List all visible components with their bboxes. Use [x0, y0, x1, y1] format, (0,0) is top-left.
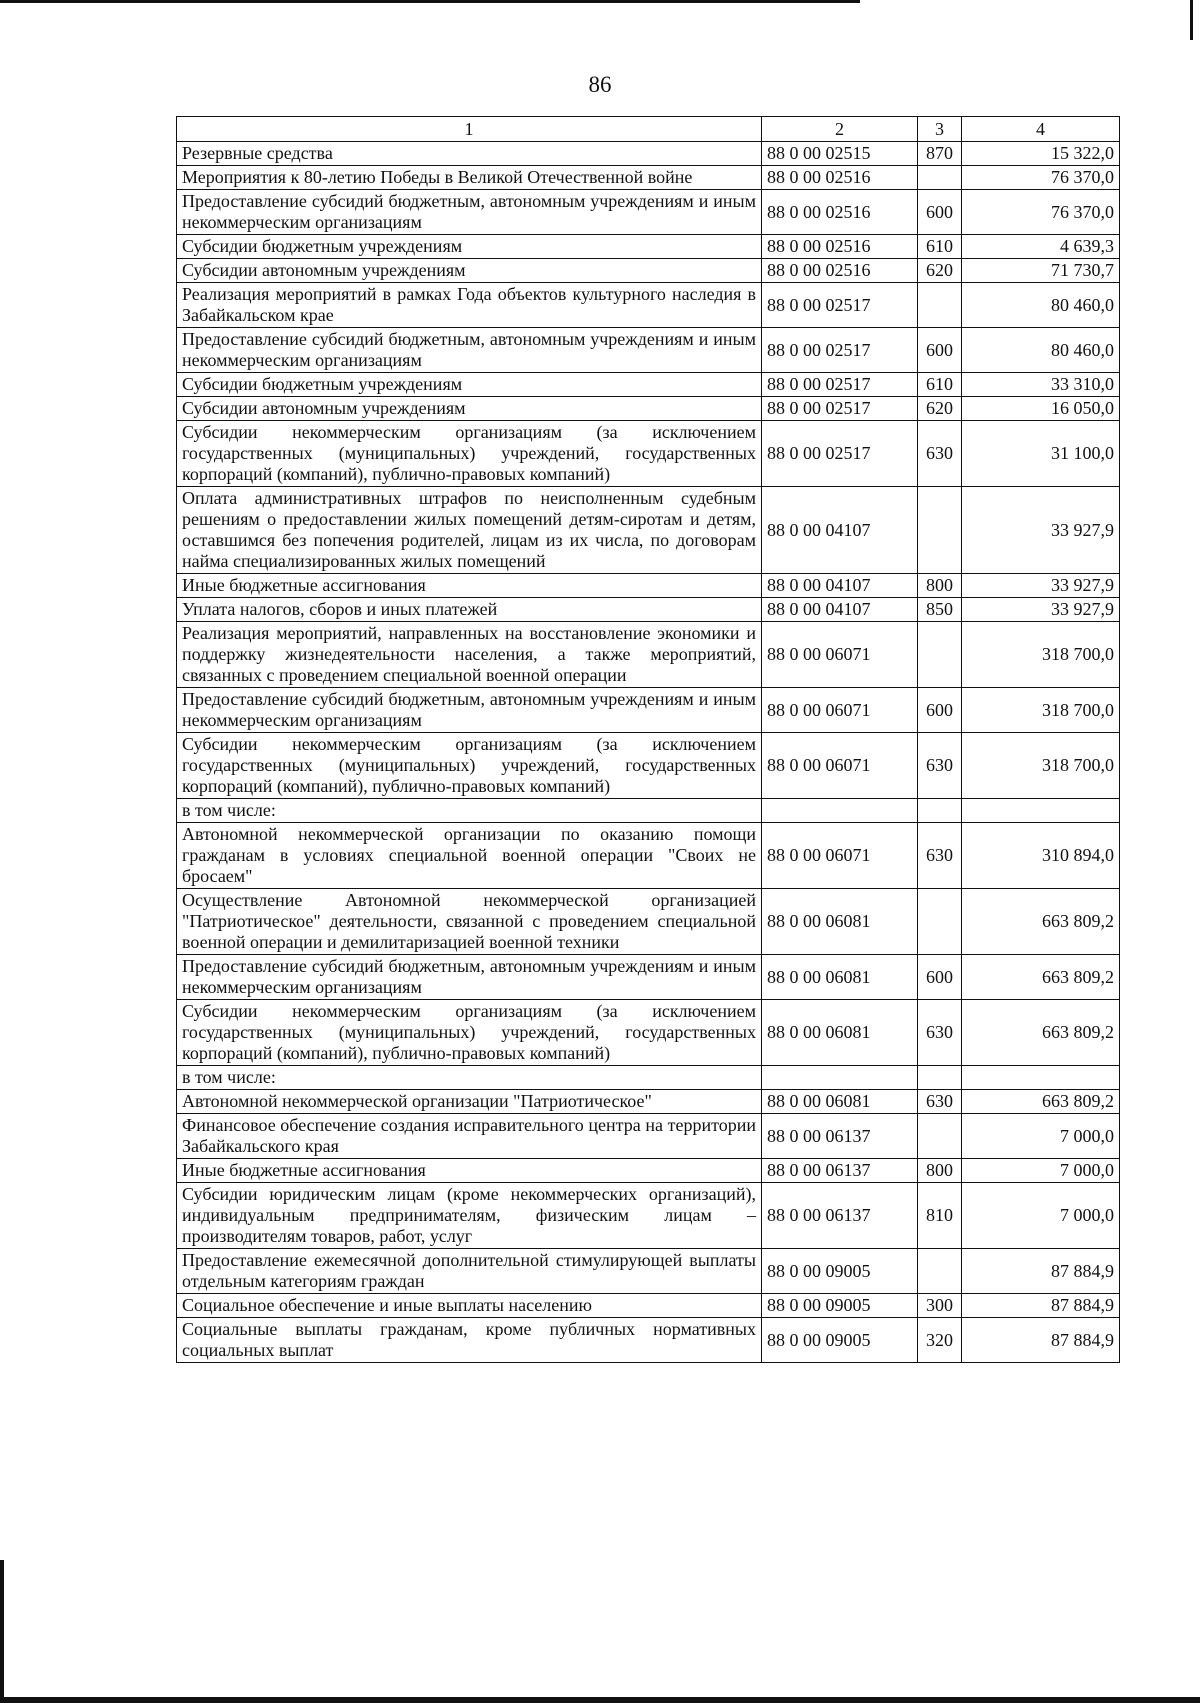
expense-name-cell: Субсидии некоммерческим организациям (за исключением государственных (муниципальных) учреждений, государственных корпораций (компаний), публично-правовых компаний) — [177, 1000, 762, 1066]
target-item-code-cell: 88 0 00 04107 — [762, 598, 918, 622]
target-item-code-cell: 88 0 00 06081 — [762, 1090, 918, 1114]
expense-name-cell: Иные бюджетные ассигнования — [177, 1159, 762, 1183]
table-row — [177, 259, 1120, 283]
target-item-code-cell — [762, 799, 918, 823]
target-item-code-cell: 88 0 00 06137 — [762, 1159, 918, 1183]
expense-name-cell: Осуществление Автономной некоммерческой организацией "Патриотическое" деятельности, связанной с проведением специальной военной операции и демилитаризацией военной техники — [177, 889, 762, 955]
expense-type-cell — [918, 889, 962, 955]
amount-cell: 76 370,0 — [962, 166, 1120, 190]
table-row — [177, 328, 1120, 373]
expense-name-cell: Субсидии автономным учреждениям — [177, 397, 762, 421]
amount-cell: 4 639,3 — [962, 235, 1120, 259]
expense-type-cell: 630 — [918, 733, 962, 799]
expense-type-cell: 620 — [918, 397, 962, 421]
amount-cell: 87 884,9 — [962, 1294, 1120, 1318]
table-row — [177, 166, 1120, 190]
expense-type-cell: 610 — [918, 373, 962, 397]
table-row — [177, 397, 1120, 421]
column-header: 2 — [762, 117, 918, 142]
table-row — [177, 1318, 1120, 1363]
column-header: 3 — [918, 117, 962, 142]
expense-name-cell: Иные бюджетные ассигнования — [177, 574, 762, 598]
expense-type-cell: 630 — [918, 1090, 962, 1114]
expense-name-cell: Предоставление субсидий бюджетным, автономным учреждениям и иным некоммерческим организациям — [177, 190, 762, 235]
target-item-code-cell: 88 0 00 02517 — [762, 328, 918, 373]
amount-cell — [962, 1066, 1120, 1090]
target-item-code-cell: 88 0 00 02517 — [762, 397, 918, 421]
amount-cell: 33 927,9 — [962, 574, 1120, 598]
amount-cell: 33 927,9 — [962, 487, 1120, 574]
expense-name-cell: Субсидии автономным учреждениям — [177, 259, 762, 283]
target-item-code-cell: 88 0 00 09005 — [762, 1294, 918, 1318]
expense-type-cell: 810 — [918, 1183, 962, 1249]
expense-name-cell: Реализация мероприятий в рамках Года объектов культурного наследия в Забайкальском крае — [177, 283, 762, 328]
table-row — [177, 823, 1120, 889]
amount-cell: 318 700,0 — [962, 733, 1120, 799]
expense-name-cell: Предоставление ежемесячной дополнительной стимулирующей выплаты отдельным категориям граждан — [177, 1249, 762, 1294]
amount-cell: 663 809,2 — [962, 889, 1120, 955]
amount-cell: 7 000,0 — [962, 1114, 1120, 1159]
column-header: 4 — [962, 117, 1120, 142]
amount-cell: 87 884,9 — [962, 1249, 1120, 1294]
amount-cell: 7 000,0 — [962, 1159, 1120, 1183]
expense-type-cell: 620 — [918, 259, 962, 283]
table-row — [177, 487, 1120, 574]
expense-type-cell: 870 — [918, 142, 962, 166]
expense-type-cell — [918, 283, 962, 328]
target-item-code-cell: 88 0 00 06071 — [762, 823, 918, 889]
table-row — [177, 142, 1120, 166]
expense-name-cell: Субсидии некоммерческим организациям (за исключением государственных (муниципальных) учреждений, государственных корпораций (компаний), публично-правовых компаний) — [177, 733, 762, 799]
table-row — [177, 1090, 1120, 1114]
expense-type-cell — [918, 1249, 962, 1294]
table-body — [177, 142, 1120, 1363]
expense-type-cell — [918, 622, 962, 688]
scan-edge-right — [1190, 0, 1193, 40]
expense-type-cell: 800 — [918, 1159, 962, 1183]
amount-cell: 76 370,0 — [962, 190, 1120, 235]
expense-name-cell: Субсидии бюджетным учреждениям — [177, 235, 762, 259]
expense-type-cell: 800 — [918, 574, 962, 598]
page-number: 86 — [588, 72, 612, 97]
amount-cell: 310 894,0 — [962, 823, 1120, 889]
table-header-row — [177, 117, 1120, 142]
expense-type-cell: 610 — [918, 235, 962, 259]
expense-type-cell: 850 — [918, 598, 962, 622]
table-row — [177, 1114, 1120, 1159]
table-row — [177, 955, 1120, 1000]
expense-name-cell: Предоставление субсидий бюджетным, автономным учреждениям и иным некоммерческим организациям — [177, 328, 762, 373]
target-item-code-cell: 88 0 00 02517 — [762, 421, 918, 487]
expense-name-cell: Автономной некоммерческой организации по оказанию помощи гражданам в условиях специальной военной операции "Своих не бросаем" — [177, 823, 762, 889]
expense-name-cell: Резервные средства — [177, 142, 762, 166]
table-row — [177, 1249, 1120, 1294]
expense-type-cell: 630 — [918, 823, 962, 889]
amount-cell: 15 322,0 — [962, 142, 1120, 166]
amount-cell: 16 050,0 — [962, 397, 1120, 421]
target-item-code-cell: 88 0 00 02517 — [762, 283, 918, 328]
expense-type-cell — [918, 1114, 962, 1159]
amount-cell: 663 809,2 — [962, 1090, 1120, 1114]
expense-type-cell: 630 — [918, 421, 962, 487]
target-item-code-cell: 88 0 00 06081 — [762, 1000, 918, 1066]
expense-name-cell: Мероприятия к 80-летию Победы в Великой Отечественной войне — [177, 166, 762, 190]
table-row — [177, 574, 1120, 598]
expense-name-cell: Предоставление субсидий бюджетным, автономным учреждениям и иным некоммерческим организациям — [177, 955, 762, 1000]
amount-cell: 80 460,0 — [962, 283, 1120, 328]
table-row — [177, 235, 1120, 259]
target-item-code-cell: 88 0 00 06081 — [762, 889, 918, 955]
expense-type-cell: 600 — [918, 190, 962, 235]
table-row — [177, 1183, 1120, 1249]
expense-type-cell — [918, 799, 962, 823]
column-header: 1 — [177, 117, 762, 142]
table-row — [177, 733, 1120, 799]
expense-type-cell — [918, 1066, 962, 1090]
expense-type-cell: 600 — [918, 328, 962, 373]
expense-type-cell: 600 — [918, 688, 962, 733]
table-row — [177, 190, 1120, 235]
expense-name-cell: Уплата налогов, сборов и иных платежей — [177, 598, 762, 622]
table-row — [177, 598, 1120, 622]
target-item-code-cell: 88 0 00 06137 — [762, 1183, 918, 1249]
table-row — [177, 373, 1120, 397]
target-item-code-cell: 88 0 00 06071 — [762, 688, 918, 733]
expense-name-cell: в том числе: — [177, 1066, 762, 1090]
target-item-code-cell: 88 0 00 02515 — [762, 142, 918, 166]
table-row — [177, 688, 1120, 733]
expense-name-cell: Предоставление субсидий бюджетным, автономным учреждениям и иным некоммерческим организациям — [177, 688, 762, 733]
expense-type-cell: 600 — [918, 955, 962, 1000]
amount-cell: 33 927,9 — [962, 598, 1120, 622]
amount-cell: 7 000,0 — [962, 1183, 1120, 1249]
target-item-code-cell: 88 0 00 02516 — [762, 166, 918, 190]
target-item-code-cell: 88 0 00 09005 — [762, 1249, 918, 1294]
budget-table — [176, 116, 1120, 1363]
amount-cell: 318 700,0 — [962, 622, 1120, 688]
amount-cell: 31 100,0 — [962, 421, 1120, 487]
amount-cell: 71 730,7 — [962, 259, 1120, 283]
expense-name-cell: Субсидии некоммерческим организациям (за исключением государственных (муниципальных) учреждений, государственных корпораций (компаний), публично-правовых компаний) — [177, 421, 762, 487]
target-item-code-cell — [762, 1066, 918, 1090]
expense-name-cell: Автономной некоммерческой организации "Патриотическое" — [177, 1090, 762, 1114]
scan-edge-left — [0, 1560, 4, 1703]
target-item-code-cell: 88 0 00 06137 — [762, 1114, 918, 1159]
scan-edge-top — [0, 0, 860, 3]
scan-edge-bottom — [0, 1697, 1200, 1703]
table-row — [177, 889, 1120, 955]
target-item-code-cell: 88 0 00 04107 — [762, 574, 918, 598]
target-item-code-cell: 88 0 00 02516 — [762, 235, 918, 259]
expense-type-cell — [918, 487, 962, 574]
table-row — [177, 1294, 1120, 1318]
table-row — [177, 1159, 1120, 1183]
amount-cell: 33 310,0 — [962, 373, 1120, 397]
target-item-code-cell: 88 0 00 06071 — [762, 733, 918, 799]
expense-name-cell: в том числе: — [177, 799, 762, 823]
expense-name-cell: Социальные выплаты гражданам, кроме публичных нормативных социальных выплат — [177, 1318, 762, 1363]
target-item-code-cell: 88 0 00 04107 — [762, 487, 918, 574]
amount-cell: 318 700,0 — [962, 688, 1120, 733]
expense-type-cell — [918, 166, 962, 190]
amount-cell: 87 884,9 — [962, 1318, 1120, 1363]
table-row — [177, 1066, 1120, 1090]
expense-name-cell: Реализация мероприятий, направленных на восстановление экономики и поддержку жизнедеятельности населения, а также мероприятий, связанных с проведением специальной военной операции — [177, 622, 762, 688]
expense-name-cell: Субсидии юридическим лицам (кроме некоммерческих организаций), индивидуальным предпринимателям, физическим лицам – производителям товаров, работ, услуг — [177, 1183, 762, 1249]
table-row — [177, 622, 1120, 688]
target-item-code-cell: 88 0 00 09005 — [762, 1318, 918, 1363]
expense-type-cell: 630 — [918, 1000, 962, 1066]
table-row — [177, 421, 1120, 487]
target-item-code-cell: 88 0 00 06081 — [762, 955, 918, 1000]
expense-type-cell: 300 — [918, 1294, 962, 1318]
target-item-code-cell: 88 0 00 02517 — [762, 373, 918, 397]
expense-name-cell: Оплата административных штрафов по неисполненным судебным решениям о предоставлении жилых помещений детям-сиротам и детям, оставшимся без попечения родителей, лицам из их числа, по договорам найма специализированных жилых помещений — [177, 487, 762, 574]
expense-name-cell: Финансовое обеспечение создания исправительного центра на территории Забайкальского края — [177, 1114, 762, 1159]
amount-cell — [962, 799, 1120, 823]
table-row — [177, 1000, 1120, 1066]
table-row — [177, 283, 1120, 328]
amount-cell: 663 809,2 — [962, 955, 1120, 1000]
target-item-code-cell: 88 0 00 06071 — [762, 622, 918, 688]
expense-type-cell: 320 — [918, 1318, 962, 1363]
target-item-code-cell: 88 0 00 02516 — [762, 259, 918, 283]
expense-name-cell: Социальное обеспечение и иные выплаты населению — [177, 1294, 762, 1318]
amount-cell: 663 809,2 — [962, 1000, 1120, 1066]
amount-cell: 80 460,0 — [962, 328, 1120, 373]
expense-name-cell: Субсидии бюджетным учреждениям — [177, 373, 762, 397]
table-row — [177, 799, 1120, 823]
target-item-code-cell: 88 0 00 02516 — [762, 190, 918, 235]
